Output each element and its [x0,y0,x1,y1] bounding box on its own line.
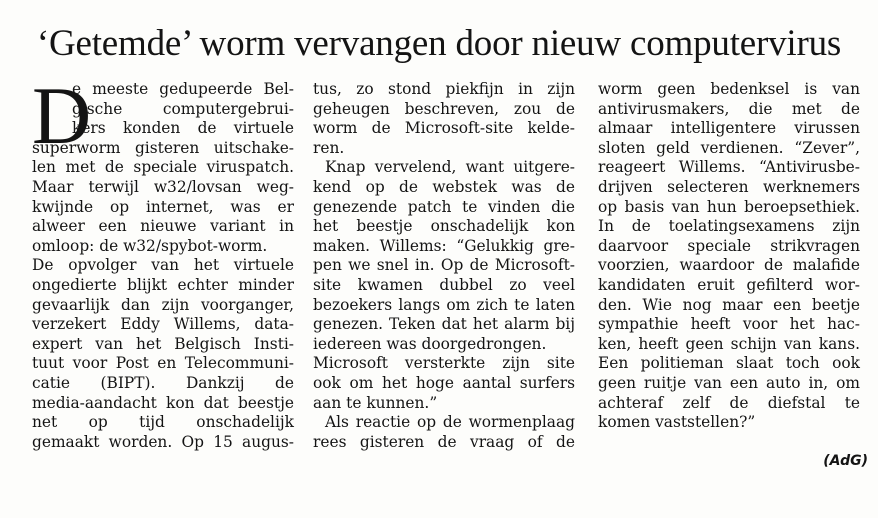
text-line: genezende patch te vinden die [313,197,575,216]
drop-cap: D [32,70,92,161]
article-column-2 [313,80,575,452]
text-line: geen ruitje van een auto in, om [598,373,860,392]
text-line: Maar terwijl w32/lovsan weg- [32,177,294,196]
article-column-3 [598,80,860,433]
text-line: In de toelatingsexamens zijn [598,217,860,236]
text-line: Een politieman slaat toch ook [598,354,860,373]
text-line: alweer een nieuwe variant in [32,217,294,236]
text-line: e meeste gedupeerde Bel- [72,80,294,98]
text-line: worm de Microsoft-site kelde- [313,119,575,138]
text-line: sloten geld verdienen. “Zever”, [598,138,860,157]
text-line: kwijnde op internet, was er [32,197,294,216]
text-line: bezoekers langs om zich te laten [313,295,575,314]
text-line: rees gisteren de vraag of de [313,432,575,451]
text-line: ren. [313,138,345,157]
text-line: geheugen beschreven, zou de [313,99,575,118]
text-line: iedereen was doorgedrongen. [313,334,547,353]
text-line: kers konden de virtuele [72,119,294,138]
text-line: reageert Willems. “Antivirusbe- [598,158,860,177]
text-line: omloop: de w32/spybot-worm. [32,236,268,255]
text-line: voorzien, waardoor de malafide [598,256,860,275]
text-line: kandidaten eruit gefilterd wor- [598,275,860,294]
text-line: maken. Willems: “Gelukkig gre- [313,236,575,255]
text-line: daarvoor speciale strikvragen [598,236,860,255]
text-line: site kwamen dubbel zo veel [313,275,575,294]
text-line: tus, zo stond piekfijn in zijn [313,80,575,98]
text-line: ook om het hoge aantal surfers [313,373,575,392]
text-line: achteraf zelf de diefstal te [598,393,860,412]
text-line: genezen. Teken dat het alarm bij [313,315,575,334]
text-line: Knap vervelend, want uitgere- [325,158,575,177]
author-signature: (AdG) [823,453,868,469]
text-line: net op tijd onschadelijk [32,413,294,432]
article-headline: ‘Getemde’ worm vervangen door nieuw computervirus [36,23,842,64]
text-line: drijven selecteren werknemers [598,177,860,196]
text-line: tuut voor Post en Telecommuni- [32,354,294,373]
text-line: almaar intelligentere virussen [598,119,860,138]
text-line: gevaarlijk dan zijn voorganger, [32,295,294,314]
text-line: Als reactie op de wormenplaag [325,413,575,432]
text-line: catie (BIPT). Dankzij de [32,373,294,392]
text-line: pen we snel in. Op de Microsoft- [313,256,575,275]
text-line: len met de speciale viruspatch. [32,158,294,177]
text-line: ongedierte blijkt echter minder [32,275,294,294]
text-line: Microsoft versterkte zijn site [313,354,575,373]
text-line: verzekert Eddy Willems, data- [32,315,294,334]
text-line: gische computergebrui- [72,99,294,118]
article-column-1 [32,70,294,452]
text-line: ken, heeft geen schijn van kans. [598,334,860,353]
text-line: komen vaststellen?” [598,413,756,432]
text-line: worm geen bedenksel is van [598,80,860,98]
text-line: De opvolger van het virtuele [32,256,294,275]
text-line: media-aandacht kon dat beestje [32,393,294,412]
text-line: superworm gisteren uitschake- [32,138,294,157]
text-line: kend op de webstek was de [313,177,575,196]
text-line: sympathie heeft voor het hac- [598,315,860,334]
text-line: antivirusmakers, die met de [598,99,860,118]
text-line: den. Wie nog maar een beetje [598,295,860,314]
text-line: gemaakt worden. Op 15 augus- [32,432,294,451]
text-line: expert van het Belgisch Insti- [32,334,294,353]
text-line: aan te kunnen.” [313,393,438,412]
text-line: het beestje onschadelijk kon [313,217,575,236]
text-line: op basis van hun beroepsethiek. [598,197,860,216]
